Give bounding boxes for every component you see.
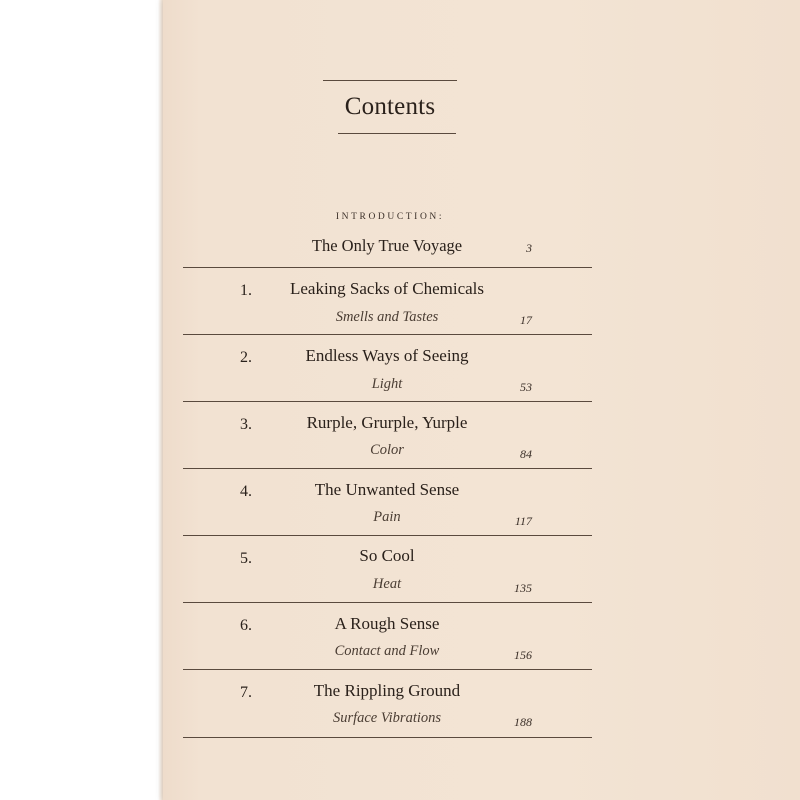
chapter-page-number: 117 [514,514,532,528]
chapter-number: 5. [240,550,252,567]
chapter-divider [183,535,592,536]
book-page [163,0,800,800]
chapter-title: A Rough Sense [334,614,440,633]
introduction-divider [183,267,592,268]
chapter-title: Endless Ways of Seeing [305,346,469,365]
chapter-number: 2. [240,349,252,366]
chapter-divider [183,401,592,402]
chapter-number: 4. [240,483,252,500]
introduction-title: The Only True Voyage [311,236,463,255]
chapter-subtitle: Contact and Flow [334,643,440,659]
introduction-page-number: 3 [526,241,532,255]
chapter-page-number: 135 [514,581,532,595]
chapter-page-number: 53 [520,380,532,394]
chapter-divider [183,334,592,335]
chapter-page-number: 84 [520,447,532,461]
chapter-divider [183,669,592,670]
chapter-subtitle: Pain [373,509,401,525]
introduction-label: INTRODUCTION: [335,212,445,222]
chapter-subtitle: Color [370,442,404,458]
title-rule-bottom [338,133,456,134]
chapter-divider [183,602,592,603]
chapter-divider [183,737,592,738]
chapter-title: Rurple, Grurple, Yurple [306,413,468,432]
chapter-number: 6. [240,617,252,634]
chapter-title: The Rippling Ground [313,681,461,700]
chapter-page-number: 188 [514,715,532,729]
chapter-page-number: 17 [520,313,532,327]
chapter-title: So Cool [359,546,415,565]
chapter-title: Leaking Sacks of Chemicals [289,279,485,298]
chapter-subtitle: Surface Vibrations [332,710,442,726]
chapter-number: 1. [240,282,252,299]
chapter-divider [183,468,592,469]
chapter-number: 7. [240,684,252,701]
chapter-title: The Unwanted Sense [314,480,460,499]
chapter-subtitle: Smells and Tastes [335,309,439,325]
chapter-subtitle: Light [371,376,403,392]
page-title: Contents [344,93,436,120]
chapter-page-number: 156 [514,648,532,662]
chapter-number: 3. [240,416,252,433]
chapter-subtitle: Heat [372,576,402,592]
title-rule-top [323,80,457,81]
